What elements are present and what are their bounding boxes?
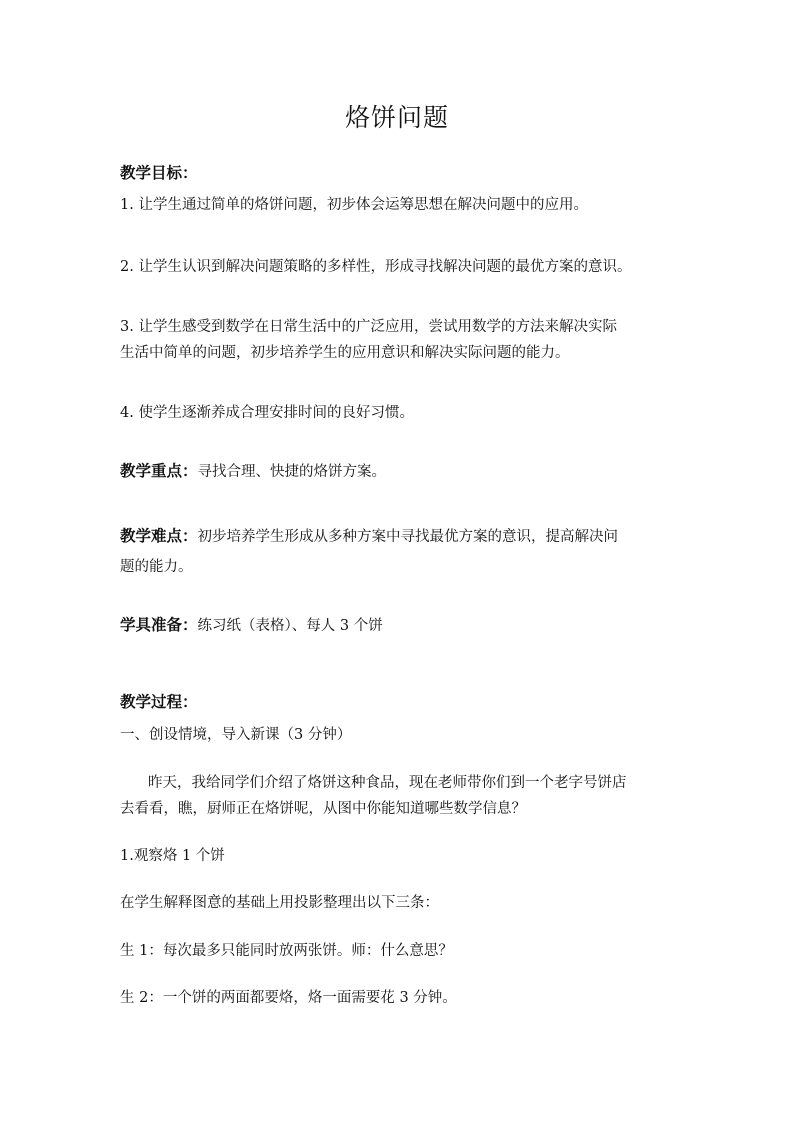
goals-heading: 教学目标： xyxy=(120,163,198,182)
difficulty-label: 教学难点： xyxy=(120,526,198,545)
goal-item-3-line-1: 3. 让学生感受到数学在日常生活中的广泛应用，尝试用数学的方法来解决实际 xyxy=(120,319,617,335)
goal-item-3-line-2: 生活中简单的问题，初步培养学生的应用意识和解决实际问题的能力。 xyxy=(120,345,570,361)
goal-item-1: 1. 让学生通过简单的烙饼问题，初步体会运筹思想在解决问题中的应用。 xyxy=(120,197,588,213)
materials-line xyxy=(120,615,383,636)
difficulty-text-cont: 题的能力。 xyxy=(120,559,193,575)
process-heading: 教学过程： xyxy=(120,692,198,711)
key-point-line xyxy=(120,461,386,482)
key-point-label: 教学重点： xyxy=(120,461,198,480)
page-title: 烙饼问题 xyxy=(344,103,449,132)
materials-text: 练习纸（表格）、每人 3 个饼 xyxy=(197,618,383,634)
student-2-line: 生 2：一个饼的两面都要烙，烙一面需要花 3 分钟。 xyxy=(120,990,457,1006)
difficulty-text: 初步培养学生形成从多种方案中寻找最优方案的意识，提高解决问 xyxy=(197,529,619,545)
difficulty-line xyxy=(120,526,618,547)
paragraph-1-line-1: 昨天，我给同学们介绍了烙饼这种食品，现在老师带你们到一个老字号饼店 xyxy=(148,775,627,791)
student-1-line: 生 1：每次最多只能同时放两张饼。师：什么意思？ xyxy=(120,943,453,959)
intro-text: 在学生解释图意的基础上用投影整理出以下三条： xyxy=(120,895,439,911)
section-1-title: 一、创设情境，导入新课（3 分钟） xyxy=(120,727,352,743)
goal-item-2: 2. 让学生认识到解决问题策略的多样性，形成寻找解决问题的最优方案的意识。 xyxy=(120,259,632,275)
step-1: 1.观察烙 1 个饼 xyxy=(120,848,225,864)
materials-label: 学具准备： xyxy=(120,615,198,634)
key-point-text: 寻找合理、快捷的烙饼方案。 xyxy=(197,464,387,480)
paragraph-1-line-2: 去看看，瞧，厨师正在烙饼呢，从图中你能知道哪些数学信息？ xyxy=(120,801,526,817)
goal-item-4: 4. 使学生逐渐养成合理安排时间的良好习惯。 xyxy=(120,405,414,421)
